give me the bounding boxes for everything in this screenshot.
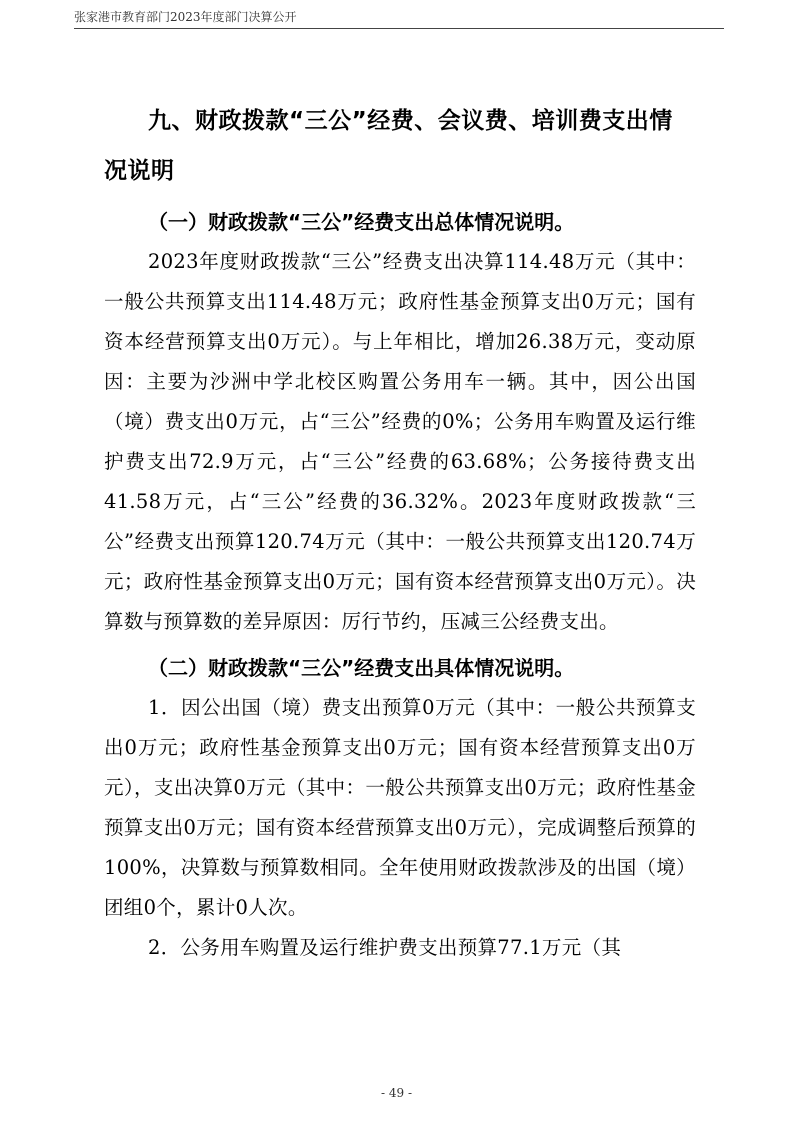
subsection-title-1: （一）财政拨款“三公”经费支出总体情况说明。 (148, 210, 575, 234)
page-header: 张家港市教育部门2023年度部门决算公开 (74, 8, 724, 29)
subsection-title-2: （二）财政拨款“三公”经费支出具体情况说明。 (148, 656, 575, 680)
vehicle-expense-paragraph: 2．公务用车购置及运行维护费支出预算77.1万元（其 (148, 936, 622, 959)
overview-paragraph: 2023年度财政拨款“三公”经费支出决算114.48万元（其中：一般公共预算支出114.48万元；政府性基金预算支出0万元；国有资本经营预算支出0万元）。与上年相比，增加26.38万元，变动原因：主要为沙洲中学北校区购置公务用车一辆。其中，因公出国（境）费支出0万元，占“三公”经费的0%；公务用车购置及运行维护费支出72.9万元，占“三公”经费的63.68%；公务接待费支出41.58万元，占“三公”经费的36.32%。2023年度财政拨款“三公”经费支出预算120.74万元（其中：一般公共预算支出120.74万元；政府性基金预算支出0万元；国有资本经营预算支出0万元）。决算数与预算数的差异原因：厉行节约，压减三公经费支出。 (104, 250, 696, 633)
page-number: - 49 - (380, 1086, 412, 1100)
overseas-expense-paragraph: 1．因公出国（境）费支出预算0万元（其中：一般公共预算支出0万元；政府性基金预算支出0万元；国有资本经营预算支出0万元），支出决算0万元（其中：一般公共预算支出0万元；政府性基金预算支出0万元；国有资本经营预算支出0万元），完成调整后预算的100%，决算数与预算数相同。全年使用财政拨款涉及的出国（境）团组0个，累计0人次。 (104, 696, 696, 919)
section-title: 九、财政拨款“三公”经费、会议费、培训费支出情况说明 (104, 108, 673, 184)
document-body (104, 96, 696, 968)
